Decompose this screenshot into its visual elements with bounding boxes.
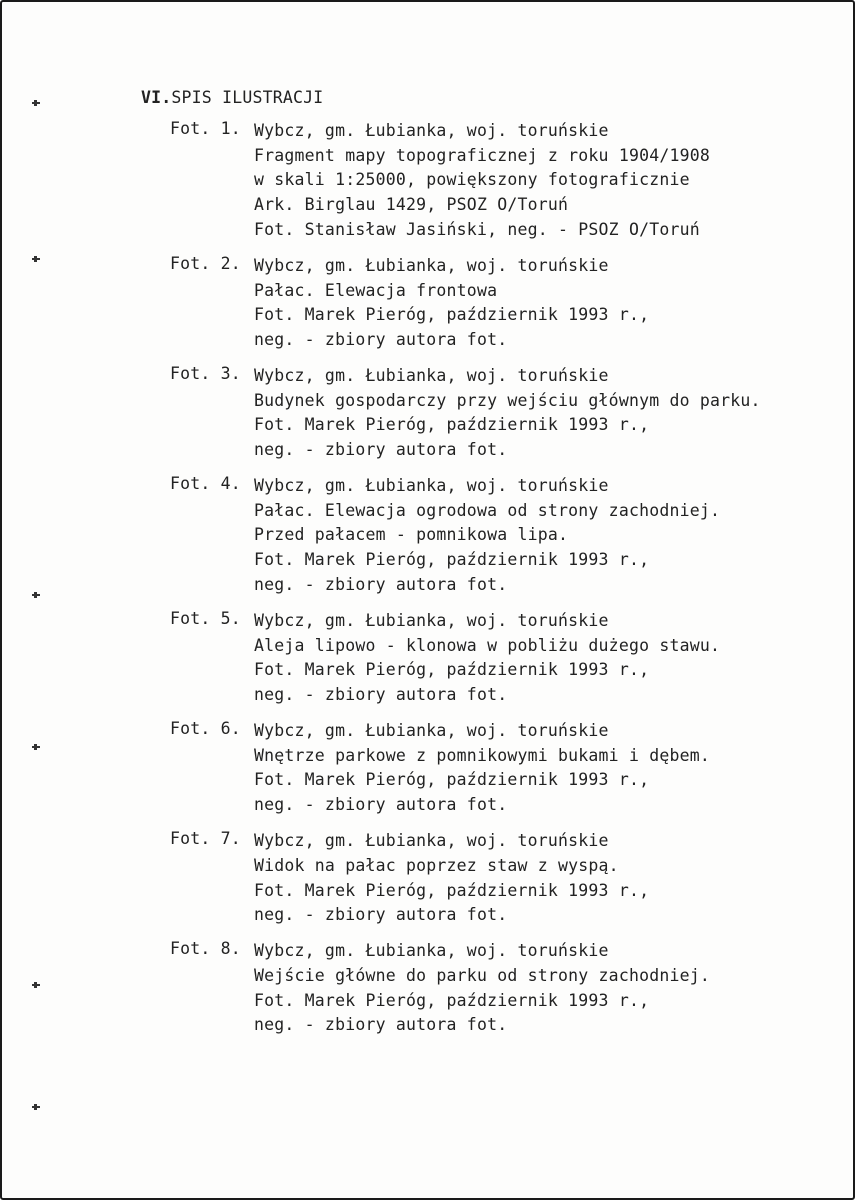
- margin-mark: [32, 594, 40, 596]
- description-line: Pałac. Elewacja frontowa: [254, 280, 498, 300]
- section-heading: [141, 88, 323, 107]
- illustration-description: [254, 119, 830, 242]
- description-line: neg. - zbiory autora fot.: [254, 440, 508, 460]
- description-line: Budynek gospodarczy przy wejściu głównym do parku.: [254, 390, 761, 410]
- margin-mark: [32, 258, 40, 260]
- description-line: Fot. Marek Pieróg, październik 1993 r.,: [254, 415, 650, 435]
- description-line: Fot. Marek Pieróg, październik 1993 r.,: [254, 770, 650, 790]
- description-line: Aleja lipowo - klonowa w pobliżu dużego stawu.: [254, 635, 721, 655]
- illustration-entry: [170, 829, 830, 928]
- description-line: Wnętrze parkowe z pomnikowymi bukami i dębem.: [254, 745, 711, 765]
- section-number: VI.: [141, 88, 172, 107]
- illustration-description: [254, 474, 830, 597]
- section-title: SPIS ILUSTRACJI: [171, 88, 324, 107]
- illustration-description: [254, 254, 830, 353]
- margin-mark: [32, 1106, 40, 1108]
- margin-mark: [32, 984, 40, 986]
- description-line: Fot. Marek Pieróg, październik 1993 r.,: [254, 660, 650, 680]
- illustration-number: Fot. 1.: [170, 119, 241, 138]
- illustration-number: Fot. 2.: [170, 253, 241, 273]
- illustration-entry: [170, 364, 830, 463]
- description-line: neg. - zbiory autora fot.: [254, 685, 508, 704]
- illustration-entry: [170, 609, 830, 708]
- description-line: Wybcz, gm. Łubianka, woj. toruńskie: [254, 121, 609, 140]
- description-line: Wybcz, gm. Łubianka, woj. toruńskie: [254, 476, 609, 496]
- description-line: Fot. Marek Pieróg, październik 1993 r.,: [254, 880, 650, 900]
- illustration-description: [254, 829, 830, 928]
- illustration-description: [254, 364, 830, 463]
- description-line: neg. - zbiory autora fot.: [254, 329, 508, 349]
- illustration-entry: [170, 719, 830, 818]
- description-line: Wybcz, gm. Łubianka, woj. toruńskie: [254, 831, 609, 851]
- description-line: Fot. Stanisław Jasiński, neg. - PSOZ O/Toruń: [254, 219, 700, 239]
- illustration-description: [254, 719, 830, 818]
- illustration-number: Fot. 7.: [170, 829, 241, 849]
- illustration-entry: [170, 119, 830, 242]
- illustration-list: [170, 119, 830, 1050]
- margin-mark: [32, 102, 40, 104]
- description-line: Wybcz, gm. Łubianka, woj. toruńskie: [254, 255, 609, 275]
- illustration-number: Fot. 5.: [170, 608, 241, 628]
- illustration-entry: [170, 254, 830, 353]
- description-line: Ark. Birglau 1429, PSOZ O/Toruń: [254, 195, 569, 215]
- description-line: Wejście główne do parku od strony zachodniej.: [254, 966, 711, 986]
- illustration-entry: [170, 939, 830, 1038]
- illustration-number: Fot. 3.: [170, 363, 241, 383]
- illustration-description: [254, 939, 830, 1038]
- description-line: Wybcz, gm. Łubianka, woj. toruńskie: [254, 941, 609, 961]
- description-line: Przed pałacem - pomnikowa lipa.: [254, 525, 569, 545]
- description-line: Fot. Marek Pieróg, październik 1993 r.,: [254, 305, 650, 325]
- description-line: neg. - zbiory autora fot.: [254, 795, 508, 815]
- illustration-entry: [170, 474, 830, 597]
- description-line: Wybcz, gm. Łubianka, woj. toruńskie: [254, 610, 609, 630]
- description-line: neg. - zbiory autora fot.: [254, 905, 508, 925]
- description-line: neg. - zbiory autora fot.: [254, 574, 508, 594]
- description-line: Wybcz, gm. Łubianka, woj. toruńskie: [254, 365, 609, 385]
- description-line: Wybcz, gm. Łubianka, woj. toruńskie: [254, 721, 609, 741]
- description-line: neg. - zbiory autora fot.: [254, 1015, 508, 1035]
- illustration-number: Fot. 8.: [170, 939, 241, 959]
- margin-mark: [32, 746, 40, 748]
- description-line: Fot. Marek Pieróg, październik 1993 r.,: [254, 550, 650, 570]
- illustration-description: [254, 609, 830, 708]
- illustration-number: Fot. 4.: [170, 474, 241, 494]
- description-line: Fragment mapy topograficznej z roku 1904/1908: [254, 145, 711, 165]
- illustration-number: Fot. 6.: [170, 719, 241, 739]
- description-line: Fot. Marek Pieróg, październik 1993 r.,: [254, 990, 650, 1010]
- description-line: Pałac. Elewacja ogrodowa od strony zachodniej.: [254, 500, 721, 520]
- description-line: Widok na pałac poprzez staw z wyspą.: [254, 855, 619, 875]
- description-line: w skali 1:25000, powiększony fotograficznie: [254, 170, 690, 190]
